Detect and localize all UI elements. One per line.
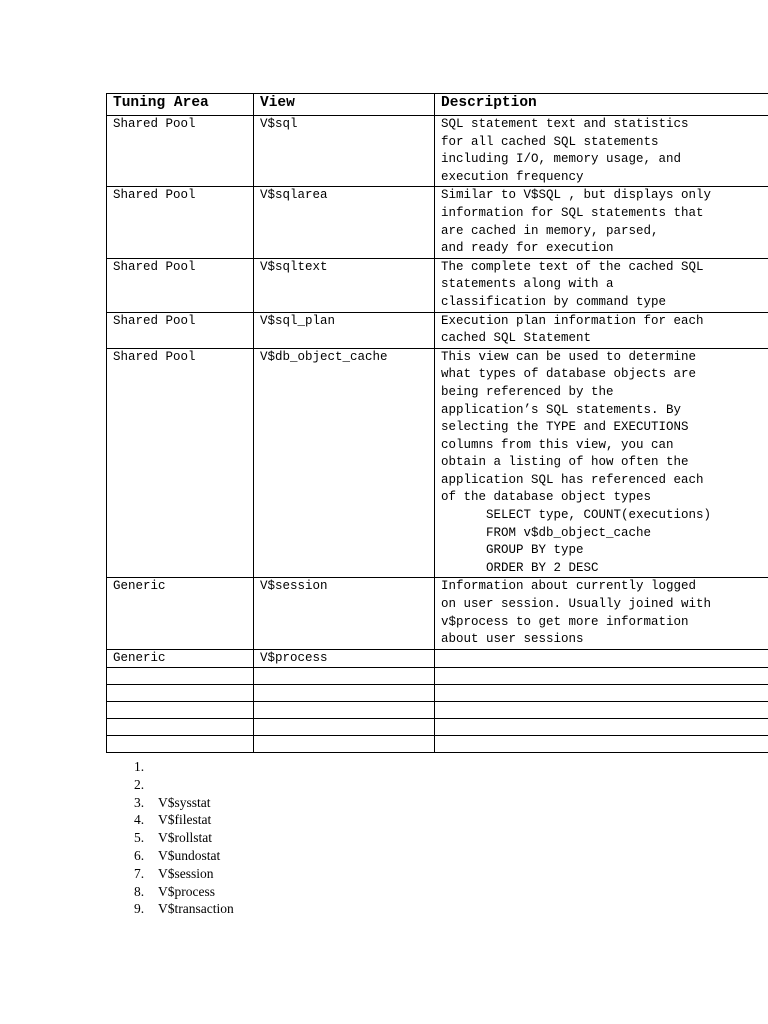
cell-description: The complete text of the cached SQL statements along with a classification by command type: [435, 258, 768, 312]
cell-view: V$sql_plan: [254, 312, 435, 348]
description-text: This view can be used to determine what types of database objects are being referenced by the application’s SQL statements. By selecting the TYPE and EXECUTIONS columns from this view, you can obtain a listing of how often the application SQL has referenced each of the database object types: [441, 349, 704, 505]
list-item: [106, 758, 234, 776]
list-item: [106, 865, 234, 883]
list-item: [106, 883, 234, 901]
cell-view: V$sql: [254, 116, 435, 187]
empty-table-row: [107, 719, 768, 736]
list-number: 3.: [134, 794, 145, 810]
empty-table-row: [107, 736, 768, 753]
cell-view: V$sqlarea: [254, 187, 435, 258]
cell-view: V$db_object_cache: [254, 348, 435, 578]
table-row: [107, 312, 768, 348]
list-number: 8.: [134, 883, 145, 899]
cell-tuning-area: Shared Pool: [107, 116, 254, 187]
empty-table-row: [107, 702, 768, 719]
list-number: 4.: [134, 812, 145, 828]
sql-code-line: ORDER BY 2 DESC: [486, 560, 599, 575]
table-header-row: [107, 94, 768, 116]
header-tuning-area: Tuning Area: [107, 94, 254, 116]
list-item: [106, 794, 234, 812]
table-row: [107, 258, 768, 312]
view-list: [106, 758, 234, 918]
list-item: [106, 829, 234, 847]
header-description: Description: [435, 94, 768, 116]
cell-view: V$sqltext: [254, 258, 435, 312]
cell-description: [435, 348, 768, 578]
list-text: V$undostat: [158, 847, 221, 863]
table-row: [107, 649, 768, 668]
cell-description: SQL statement text and statistics for all cached SQL statements including I/O, memory usage, and execution frequency: [435, 116, 768, 187]
list-number: 7.: [134, 865, 145, 881]
cell-tuning-area: Shared Pool: [107, 258, 254, 312]
sql-code-line: FROM v$db_object_cache: [486, 525, 652, 540]
list-number: 2.: [134, 776, 145, 792]
sql-code-line: GROUP BY type: [486, 543, 584, 558]
list-item: [106, 900, 234, 918]
list-number: 6.: [134, 847, 145, 863]
cell-description: Information about currently logged on user session. Usually joined with v$process to get more information about user sessions: [435, 578, 768, 649]
list-text: V$filestat: [158, 812, 212, 828]
cell-tuning-area: Shared Pool: [107, 187, 254, 258]
cell-tuning-area: Shared Pool: [107, 312, 254, 348]
table-row: [107, 116, 768, 187]
table-row: [107, 578, 768, 649]
header-view: View: [254, 94, 435, 116]
cell-tuning-area: Generic: [107, 649, 254, 668]
sql-code-line: SELECT type, COUNT(executions): [486, 508, 712, 523]
table-row: [107, 348, 768, 578]
empty-table-row: [107, 685, 768, 702]
tuning-views-table: [106, 93, 768, 753]
empty-table-row: [107, 668, 768, 685]
cell-description: [435, 649, 768, 668]
list-text: V$rollstat: [158, 830, 212, 846]
table-row: [107, 187, 768, 258]
cell-description: Execution plan information for each cached SQL Statement: [435, 312, 768, 348]
list-item: [106, 847, 234, 865]
list-item: [106, 776, 234, 794]
cell-tuning-area: Generic: [107, 578, 254, 649]
cell-tuning-area: Shared Pool: [107, 348, 254, 578]
list-item: [106, 811, 234, 829]
cell-view: V$session: [254, 578, 435, 649]
list-number: 1.: [134, 759, 145, 774]
cell-description: Similar to V$SQL , but displays only information for SQL statements that are cached in memory, parsed, and ready for execution: [435, 187, 768, 258]
list-text: V$process: [158, 883, 215, 899]
list-text: V$sysstat: [158, 794, 211, 810]
list-number: 9.: [134, 901, 145, 917]
list-text: V$transaction: [158, 901, 234, 917]
cell-view: V$process: [254, 649, 435, 668]
list-number: 5.: [134, 830, 145, 846]
list-text: V$session: [158, 865, 214, 881]
